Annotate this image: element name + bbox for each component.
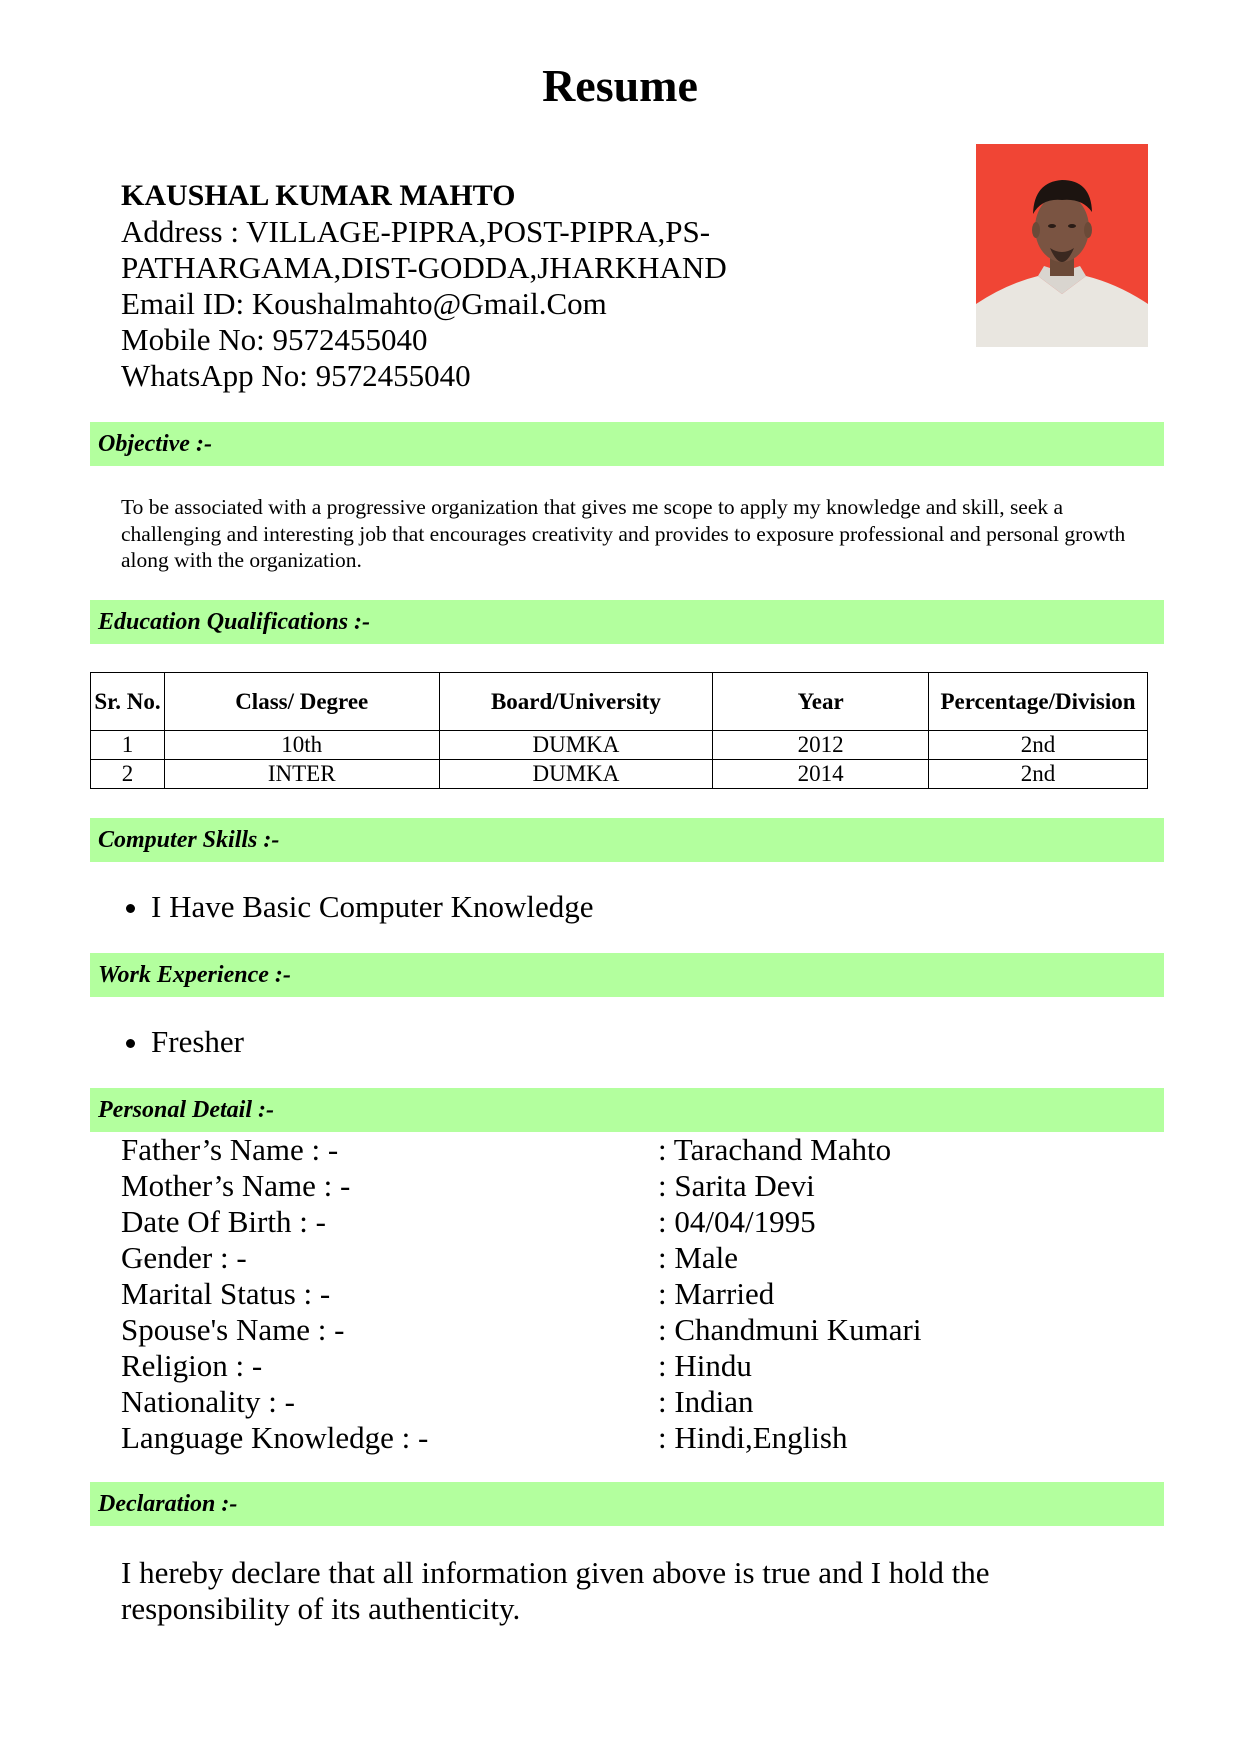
mobile-number: Mobile No: 9572455040 bbox=[121, 322, 428, 357]
detail-label: Date Of Birth : - bbox=[121, 1204, 326, 1239]
education-table bbox=[90, 672, 1148, 789]
detail-label: Marital Status : - bbox=[121, 1276, 331, 1311]
whatsapp-number: WhatsApp No: 9572455040 bbox=[121, 358, 471, 393]
personal-row-religion bbox=[121, 1348, 1121, 1384]
column-header-class-degree: Class/ Degree bbox=[164, 673, 439, 731]
column-header-board-university: Board/University bbox=[439, 673, 713, 731]
candidate-name: KAUSHAL KUMAR MAHTO bbox=[121, 179, 516, 212]
declaration-text: I hereby declare that all information given above is true and I hold the responsibility of its authenticity. bbox=[121, 1555, 990, 1626]
table-row bbox=[91, 760, 1148, 789]
table-cell: 2014 bbox=[713, 760, 929, 789]
detail-value: : Sarita Devi bbox=[658, 1168, 815, 1203]
column-header-sr-no: Sr. No. bbox=[91, 673, 165, 731]
page-title: Resume bbox=[542, 60, 698, 111]
detail-label: Father’s Name : - bbox=[121, 1132, 339, 1167]
profile-photo bbox=[976, 144, 1148, 347]
table-cell: 2012 bbox=[713, 731, 929, 760]
detail-label: Spouse's Name : - bbox=[121, 1312, 345, 1347]
detail-value: : Hindu bbox=[658, 1348, 752, 1383]
personal-row-language-knowledge bbox=[121, 1420, 1121, 1456]
section-header-declaration: Declaration :- bbox=[90, 1482, 1164, 1526]
table-cell: 10th bbox=[164, 731, 439, 760]
section-header-objective: Objective :- bbox=[90, 422, 1164, 466]
detail-value: : Tarachand Mahto bbox=[658, 1132, 892, 1167]
detail-label: Nationality : - bbox=[121, 1384, 295, 1419]
email: Email ID: Koushalmahto@Gmail.Com bbox=[121, 286, 607, 321]
personal-row-date-of-birth bbox=[121, 1204, 1121, 1240]
detail-label: Gender : - bbox=[121, 1240, 247, 1275]
detail-value: : Indian bbox=[658, 1384, 754, 1419]
table-cell: 2nd bbox=[929, 731, 1148, 760]
table-cell: 2 bbox=[91, 760, 165, 789]
table-cell: 1 bbox=[91, 731, 165, 760]
detail-value: : Chandmuni Kumari bbox=[658, 1312, 922, 1347]
table-row bbox=[91, 731, 1148, 760]
personal-row-marital-status bbox=[121, 1276, 1121, 1312]
contact-block bbox=[121, 178, 781, 394]
column-header-year: Year bbox=[713, 673, 929, 731]
section-header-personal-detail: Personal Detail :- bbox=[90, 1088, 1164, 1132]
personal-row-father-name bbox=[121, 1132, 1121, 1168]
objective-text: To be associated with a progressive organization that gives me scope to apply my knowledge and skill, seek a challenging and interesting job that encourages creativity and provides to exposure professional and personal growth along with the organization. bbox=[121, 495, 1126, 572]
detail-label: Religion : - bbox=[121, 1348, 263, 1383]
detail-value: : Hindi,English bbox=[658, 1420, 848, 1455]
detail-value: : Married bbox=[658, 1276, 775, 1311]
table-cell: 2nd bbox=[929, 760, 1148, 789]
section-header-computer-skills: Computer Skills :- bbox=[90, 818, 1164, 862]
detail-label: Mother’s Name : - bbox=[121, 1168, 351, 1203]
detail-value: : 04/04/1995 bbox=[658, 1204, 816, 1239]
table-cell: DUMKA bbox=[439, 760, 713, 789]
detail-label: Language Knowledge : - bbox=[121, 1420, 429, 1455]
list-item: • Fresher bbox=[151, 1024, 244, 1060]
personal-row-nationality bbox=[121, 1384, 1121, 1420]
list-item: • I Have Basic Computer Knowledge bbox=[151, 889, 594, 925]
personal-row-spouse-name bbox=[121, 1312, 1121, 1348]
profile-photo-graphic bbox=[976, 144, 1148, 347]
table-cell: DUMKA bbox=[439, 731, 713, 760]
address-line-1: Address : VILLAGE-PIPRA,POST-PIPRA,PS- bbox=[121, 214, 711, 249]
personal-details bbox=[121, 1132, 1121, 1456]
computer-skills-list bbox=[121, 889, 594, 925]
personal-row-mother-name bbox=[121, 1168, 1121, 1204]
address-line-2: PATHARGAMA,DIST-GODDA,JHARKHAND bbox=[121, 250, 727, 285]
table-cell: INTER bbox=[164, 760, 439, 789]
column-header-percentage-division: Percentage/Division bbox=[929, 673, 1148, 731]
work-experience-list bbox=[121, 1024, 244, 1060]
table-header-row bbox=[91, 673, 1148, 731]
section-header-work-experience: Work Experience :- bbox=[90, 953, 1164, 997]
section-header-education: Education Qualifications :- bbox=[90, 600, 1164, 644]
detail-value: : Male bbox=[658, 1240, 739, 1275]
personal-row-gender bbox=[121, 1240, 1121, 1276]
